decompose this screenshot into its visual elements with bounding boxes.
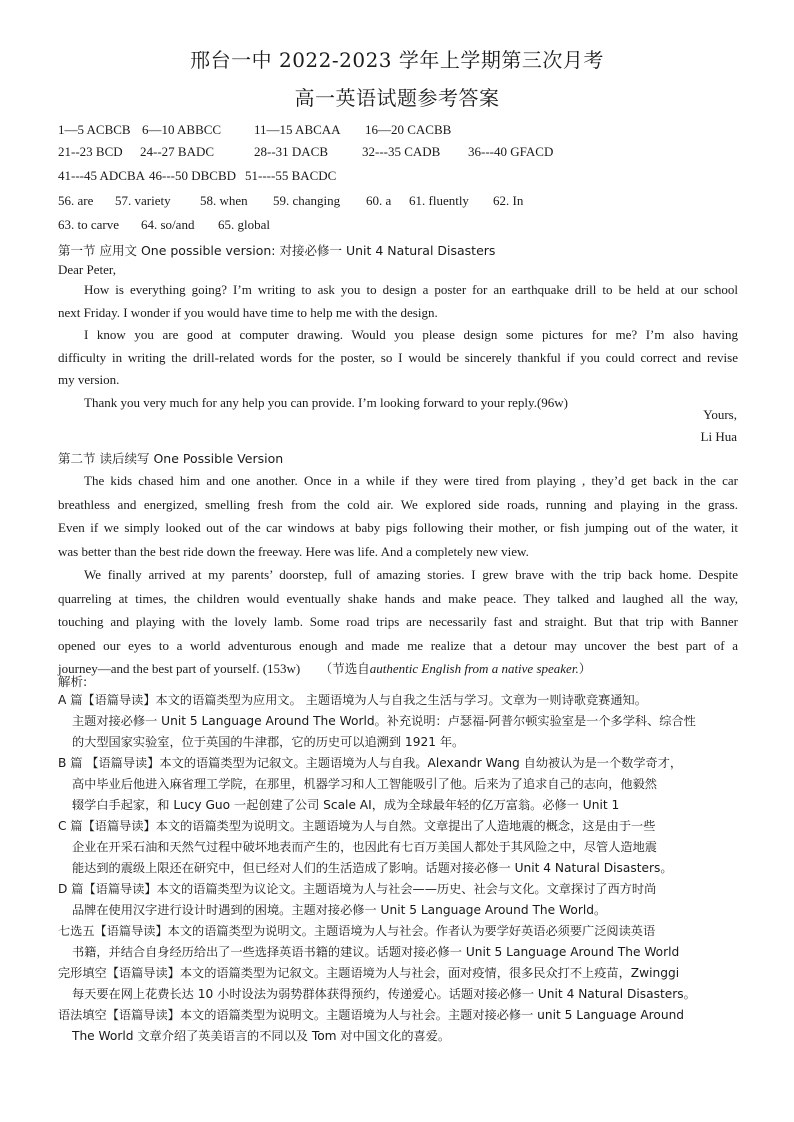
continuation-writing (58, 469, 738, 681)
answer-group: 6—10 ABBCC (142, 122, 222, 137)
analysis-item-line: 主题对接必修一 Unit 5 Language Around The World。补充说明：卢瑟福-阿普尔顿实验室是一个多学科、综合性 (72, 714, 696, 728)
analysis-item-lead: A 篇【语篇导读】本文的语篇类型为应用文。 主题语境为人与自我之生活与学习。文章为一则诗歌竞赛通知。 (58, 693, 647, 707)
letter-signature: Li Hua (700, 429, 737, 444)
essay-line: was better than the best ride down the freeway. Here was life. And a completely new view. (58, 543, 529, 559)
answer-group: 51----55 BACDC (245, 168, 337, 183)
source-note: authentic English from a native speaker. (369, 661, 579, 676)
letter-line: How is everything going? I’m writing to ask you to design a poster for an earthquake drill to be held at our school (84, 282, 738, 297)
analysis-item-line: 企业在开采石油和天然气过程中破坏地表而产生的，也因此有七百万美国人都处于其风险之中，尽管人造地震 (72, 840, 657, 854)
answer-item: 63. to carve (58, 217, 120, 232)
analysis-item-line: 书籍，并结合自身经历给出了一些选择英语书籍的建议。话题对接必修一 Unit 5 Language Around The World (72, 945, 680, 959)
essay-line-last (58, 657, 738, 681)
analysis-item-lead: B 篇 【语篇导读】本文的语篇类型为记叙文。主题语境为人与自我。Alexandr Wang 自幼被认为是一个数学奇才， (58, 756, 683, 770)
answer-item: 64. so/and (141, 217, 195, 232)
letter-line: I know you are good at computer drawing. Would you please design some pictures for me? I’m also having (84, 327, 738, 342)
analysis-item-line: 每天要在网上花费长达 10 小时设法为弱势群体获得预约，传递爱心。话题对接必修一 Unit 4 Natural Disasters。 (72, 987, 696, 1001)
answer-item: 56. are (58, 193, 94, 208)
answer-group: 36---40 GFACD (468, 144, 554, 159)
answer-group: 21--23 BCD (58, 144, 123, 159)
answer-group: 32---35 CADB (362, 144, 441, 159)
source-note-prefix: （节选自 (319, 661, 370, 676)
answer-item: 58. when (200, 193, 248, 208)
letter-line: my version. (58, 372, 120, 387)
analysis-heading: 解析: (58, 674, 88, 689)
analysis-item-line: 辍学白手起家，和 Lucy Guo 一起创建了公司 Scale AI，成为全球最年轻的亿万富翁。必修一 Unit 1 (72, 798, 620, 812)
analysis-item-line: 能达到的震级上限还在研究中，但已经对人们的生活造成了影响。话题对接必修一 Unit 4 Natural Disasters。 (72, 861, 673, 875)
letter-closing: Yours, (703, 407, 737, 422)
essay-line: We finally arrived at my parents’ doorstep, full of amazing stories. I grew brave with the trip back home. Despite (84, 567, 738, 582)
answer-group: 46---50 DBCBD (149, 168, 237, 183)
source-note-suffix: ） (578, 661, 592, 676)
answer-group: 24--27 BADC (140, 144, 215, 159)
section2-heading: 第二节 读后续写 One Possible Version (58, 451, 284, 466)
answer-group: 1—5 ACBCB (58, 122, 131, 137)
page-subtitle: 高一英语试题参考答案 (294, 86, 500, 110)
essay-line: The kids chased him and one another. Once in a while if they were tired from playing , they’d get back in the car (84, 473, 738, 488)
answer-group: 16—20 CACBB (365, 122, 452, 137)
answer-item: 61. fluently (409, 193, 469, 208)
analysis-item-lead: D 篇【语篇导读】本文的语篇类型为议论文。主题语境为人与社会——历史、社会与文化。文章探讨了西方时尚 (58, 882, 657, 896)
section1-heading: 第一节 应用文 One possible version: 对接必修一 Unit 4 Natural Disasters (58, 243, 496, 258)
letter-line: difficulty in writing the drill-related words for the poster, so I would be sincerely thankful if you could correct and revise (58, 349, 738, 365)
analysis-item-lead: 完形填空【语篇导读】本文的语篇类型为记叙文。主题语境为人与社会，面对疫情，很多民众打不上疫苗，Zwinggi (58, 966, 680, 980)
essay-line: journey—and the best part of yourself. (153w) (58, 661, 301, 676)
essay-line: Even if we simply looked out of the car windows at baby pigs following their mother, or fish jumping out of the water, it (58, 520, 738, 535)
essay-line: breathless and energized, smelling fresh from the cold air. We explored side roads, running and playing in the grass. (58, 496, 738, 512)
answer-item: 65. global (218, 217, 270, 232)
analysis-item-line: 高中毕业后他进入麻省理工学院，在那里，机器学习和人工智能吸引了他。后来为了追求自己的志向，他毅然 (72, 777, 657, 791)
analysis-item-line: 的大型国家实验室，位于英国的牛津郡，它的历史可以追溯到 1921 年。 (72, 735, 465, 749)
analysis-item-lead: 语法填空【语篇导读】本文的语篇类型为说明文。主题语境为人与社会。主题对接必修一 unit 5 Language Around (58, 1008, 685, 1022)
answer-item: 57. variety (115, 193, 171, 208)
answer-group: 41---45 ADCBA (58, 168, 146, 183)
page-title: 邢台一中 2022-2023 学年上学期第三次月考 (190, 48, 604, 72)
answer-group: 11—15 ABCAA (254, 122, 341, 137)
answer-item: 59. changing (273, 193, 341, 208)
essay-line: touching and playing with the lovely lamb. Some road trips are necessarily fast and straight. But that trip with Banner (58, 614, 738, 629)
analysis-item-line: The World 文章介绍了英美语言的不同以及 Tom 对中国文化的喜爱。 (72, 1029, 451, 1043)
analysis-item-lead: C 篇【语篇导读】本文的语篇类型为说明文。主题语境为人与自然。文章提出了人造地震的概念，这是由于一些 (58, 819, 656, 833)
letter-line: Thank you very much for any help you can provide. I’m looking forward to your reply.(96w) (84, 394, 568, 410)
analysis-list (58, 690, 738, 1047)
answer-item: 62. In (493, 193, 524, 208)
letter-body (58, 279, 738, 414)
answer-group: 28--31 DACB (254, 144, 329, 159)
analysis-item-line: 品牌在使用汉字进行设计时遇到的困境。主题对接必修一 Unit 5 Language Around The World。 (72, 903, 607, 917)
essay-line: opened our eyes to a world adventurous enough and made me realize that a detour may uncover the best part of a (58, 637, 738, 653)
essay-line: quarreling at times, the children would eventually shake hands and make peace. They talked and laughed all the way, (58, 590, 738, 606)
analysis-item-lead: 七选五【语篇导读】本文的语篇类型为说明文。主题语境为人与社会。作者认为要学好英语必须要广泛阅读英语 (58, 924, 656, 938)
answer-item: 60. a (366, 193, 392, 208)
letter-line: next Friday. I wonder if you would have time to help me with the design. (58, 304, 438, 320)
letter-salutation: Dear Peter, (58, 262, 116, 277)
